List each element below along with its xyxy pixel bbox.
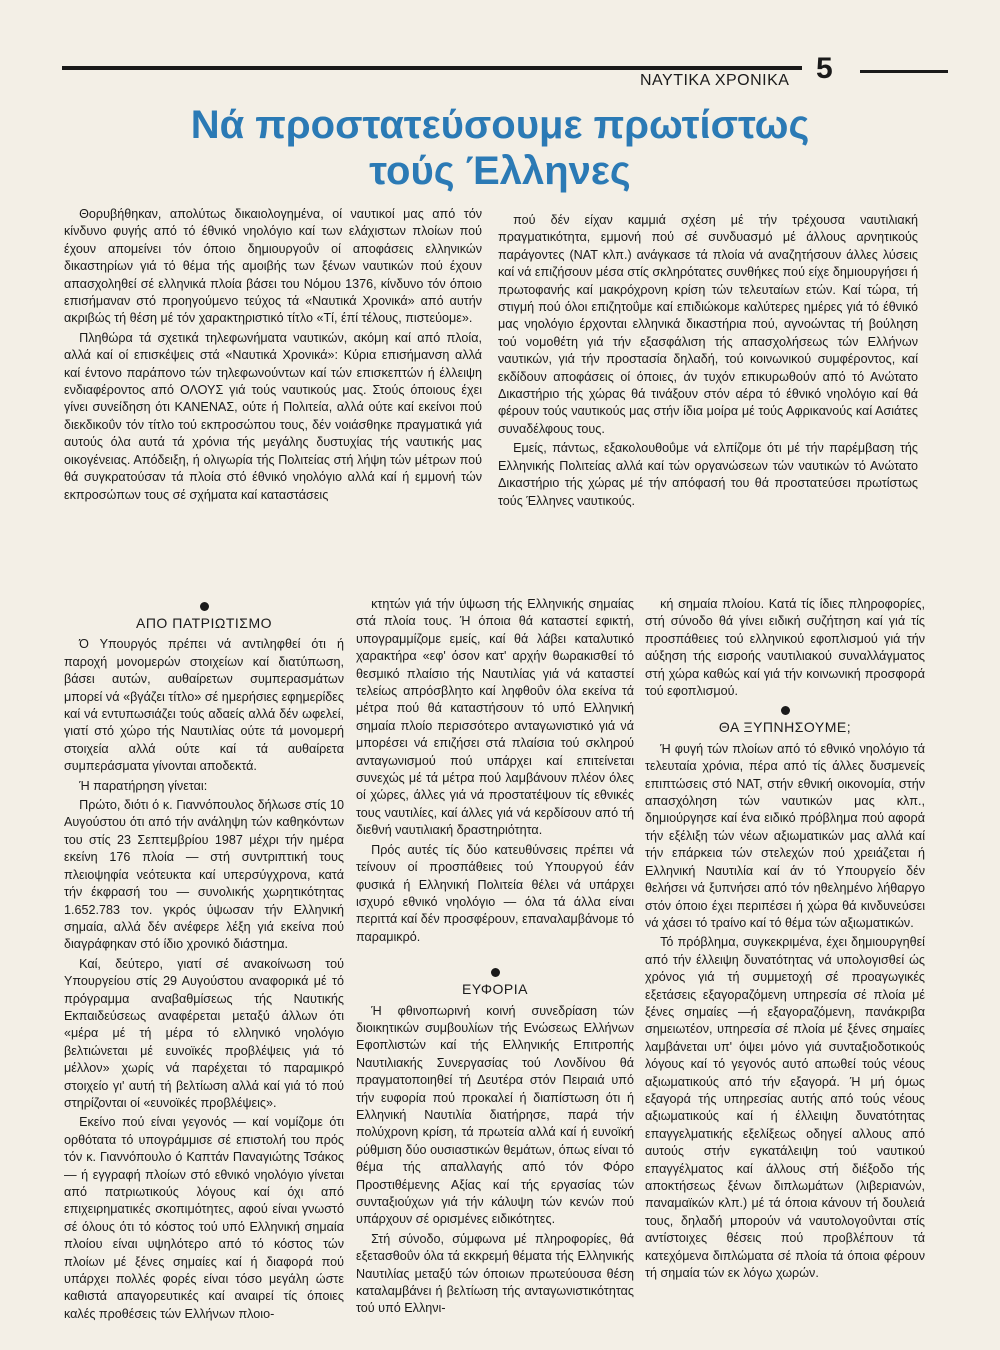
paragraph: Στή σύνοδο, σύμφωνα μέ πληροφορίες, θά εξετασθοΰν όλα τά εκκρεμή θέματα τής Ελληνικής Ναυτιλίας μεταξύ τών όποιων πρωτεύουσα θέση καταλαμβάνει ή βελτίωση τής ανταγωνιστικότητας τού υπό Ελληνι- bbox=[356, 1231, 634, 1316]
paragraph: Καί, δεύτερο, γιατί σέ ανακοίνωση τού Υπουργείου στίς 29 Αυγούστου αναφορικά μέ τό πρόγραμμα αναβαθμίσεως τής Ναυτικής Εκπαιδεύσεως αναφέρεται μεταξύ άλλων ότι «μέρα μέ τή μέρα τό ελληνικό νηολόγιο βελτιώνεται μέ ευνοϊκές προβλέψεις γιά τό μέλλον» χωρίς νά παρέχεται τό παραμικρό στοιχείο γι' αυτή τή βελτίωση αλλά καί γιά τό πού στηρίζονται οί «ευνοϊκές προβλέψεις». bbox=[64, 956, 344, 1110]
paragraph: Ό Υπουργός πρέπει νά αντιληφθεί ότι ή παροχή μονομερών στοιχείων καί διατύπωση, βάσει αυτών, αυθαίρετων συμπερασμάτων μπορεί νά «βγάζει τίτλο» σέ ημερήσιες εφημερίδες καί νά εντυπωσιάζει τούς αδαείς αλλά δέν ωφελεί, γιατί στό χώρο τής Ναυτιλίας ούτε τά μονομερή στοιχεία αλλά ούτε καί τά αυθαίρετα συμπεράσματα γίνονται αποδεκτά. bbox=[64, 637, 344, 774]
paragraph: Πρώτο, διότι ό κ. Γιαννόπουλος δήλωσε στίς 10 Αυγούστου ότι από τήν ανάληψη τών καθηκόντων του στίς 23 Σεπτεμβρίου 1987 μέχρι τήν ημέρα εκείνη 176 πλοία — στή συντριπτική τους πλειοψηφία νεότευκτα καί υπερσύγχρονα, κατά τήν έκφρασή του — συνολικής χωρητικότητας 1.652.783 τον. γκρός ύψωσαν τήν Ελληνική σημαία, αλλά δέν ανέφερε λέξη γιά εκείνα πού διαγράφηκαν στό ίδιο χρονικό διάστημα. bbox=[64, 798, 344, 952]
section-name: ΝΑΥΤΙΚΑ ΧΡΟΝΙΚΑ bbox=[640, 72, 790, 89]
column-2 bbox=[356, 596, 634, 1318]
paragraph: Ή παρατήρηση γίνεται: bbox=[79, 778, 208, 793]
header-rule-right bbox=[860, 70, 948, 73]
section-bullet-icon bbox=[491, 968, 500, 977]
headline-line-1: Νά προστατεύσουμε πρωτίστως bbox=[190, 103, 810, 147]
section-bullet-icon bbox=[781, 706, 790, 715]
header-rule-left bbox=[62, 66, 802, 70]
subhead-tha-xypnisoume: ΘΑ ΞΥΠΝΗΣΟΥΜΕ; bbox=[718, 719, 852, 736]
paragraph: Τό πρόβλημα, συγκεκριμένα, έχει δημιουργηθεί από τήν έλλειψη δυνατότητας νά υπολογισθεί ώς χρόνος γιά τή συμμετοχή σέ προαγωγικές εξετάσεις εξαγοραζόμενη υπηρεσία σέ πλοία μέ ξένες σημαίες —ή εξαγοραζόμενη, πανάκριβα σημειωτέον, υπηρεσία σέ πλοία μέ ξένες σημαίες λαμβάνεται υπ' όψει μόνο γιά συνταξιοδοτικούς λόγους καί τό γεγονός αυτό απωθεί τούς νέους αξιωματικούς από τήν εξαγορά. Ή μή όμως εξαγορά τής υπηρεσίας αυτής από τούς νέους αξιωματικούς καί ή έλλειψη δυνατότητας επαγγελματικής εξελίξεως οδηγεί αλλους από αυτούς στήν εγκατάλειψη τού ναυτικού επαγγέλματος καί άλλους στή διέξοδο τής αποκτήσεως ξένων διπλωμάτων (λιβεριανών, παναμαϊκών κλπ.) μέ τά όποια κάνουν τή δουλειά τους, δηλαδή μπορούν νά ναυτολογοΰνται στίς αντίστοιχες θέσεις πού προβλέπουν τά κατεχόμενα διπλώματα σέ πλοία τά όποια φέρουν τή σημαία τών εκ λόγω χωρών. bbox=[645, 935, 925, 1281]
paragraph: Πρός αυτές τίς δύο κατευθύνσεις πρέπει νά τείνουν οί προσπάθειες τού Υπουργού έάν φυσικά ή Ελληνική Πολιτεία θέλει νά υπάρχει ισχυρό εθνικό νηολόγιο — όλα τά άλλα είναι περιττά καί δέν προσφέρουν, επαναλαμβάνομε τό παραμικρό. bbox=[356, 842, 634, 944]
paragraph: Θορυβήθηκαν, απολύτως δικαιολογημένα, οί ναυτικοί μας από τόν κίνδυνο φυγής από τό έθνικό νηολόγιο καί των ελάχιστων πλοίων πού έχουν απομείνει τόν όποιο δημιουργοΰν οί αποφάσεις ελληνικών δικαστηρίων γιά τό θέμα τής αμοιβής των ξένων ναυτικών πού έχουν απασχοληθεί σέ ελληνικά πλοία βάσει του Νόμου 1376, κίνδυνο τόν όποιο επισήμαναν στό προηγούμενο τεύχος τά «Ναυτικά Χρονικά» από αυτήν ακριβώς τή θέση μέ τόν χαρακτηριστικό τίτλο «Τί, έπί τέλους, πιστεύομε». bbox=[64, 207, 482, 326]
paragraph: Ή φθινοπωρινή κοινή συνεδρίαση τών διοικητικών συμβουλίων τής Ενώσεως Ελλήνων Εφοπλιστών καί τής Ελληνικής Επιτροπής Ναυτιλιακής Συνεργασίας τού Λονδίνου θά πραγματοποιηθεί τή Δευτέρα στόν Πειραιά υπό τήν ευφορία πού προκαλεί ή διαπίστωση ότι ή Ελληνική Ναυτιλία διατήρησε, παρά τήν πολύχρονη κρίση, τά πρωτεία αλλά καί ή ευνοϊκή ρύθμιση δύο ουσιαστικών θεμάτων, όπως είναι τό θέμα τής απαλλαγής από τόν Φόρο Προστιθέμενης Αξίας καί τής εργασίας τών συνταξιούχων γιά τήν κάλυψη τών κενών πού υπάρχουν σέ ορισμένες ειδικότητες. bbox=[356, 1003, 634, 1227]
subhead-euforia: ΕΥΦΟΡΙΑ bbox=[461, 981, 528, 998]
page-number: 5 bbox=[816, 52, 833, 85]
paragraph: κτητών γιά τήν ύψωση τής Ελληνικής σημαίας στά πλοία τους. Ή όποια θά καταστεί εφικτή, υπογραμμίζομε εμείς, καί θά λάβει καταλυτικό χαρακτήρα «εφ' όσον κατ' αρχήν θωρακισθεί τό θεσμικό πλαίσιο τής Ναυτιλίας γιά νά καταστεί τελείως απρόσβλητο καί ληφθοΰν όλα εκείνα τά μέτρα πού θά καταστήσουν τό υπό Ελληνική σημαία πλοίο περισσότερο ανταγωνιστικό γιά νά μπορέσει νά επιζήσει στά πλαίσια τού σκληρού ανταγωνισμού πού υπάρχει καί επιτείνεται συνεχώς μέ τά μέτρα πού λαμβάνουν πλέον όλες οί χώρες, άλλες γιά νά προστατέψουν τίς εθνικές τους ναυτιλίες, καί άλλες γιά νά κερδίσουν από τή διεθνή ναυτιλιακή δραστηριότητα. bbox=[356, 597, 634, 838]
section-bullet-icon bbox=[200, 602, 209, 611]
intro-column-left bbox=[64, 206, 482, 504]
column-1 bbox=[64, 596, 344, 1323]
paragraph: Εκείνο πού είναι γεγονός — καί νομίζομε ότι ορθότατα τό υπογράμμισε σέ επιστολή του πρός τόν κ. Γιαννόπουλο ό Καπτάν Παναγιώτης Τσάκος — ή εγγραφή πλοίων στό εθνικό νηολόγιο γίνεται από πατριωτικούς λόγους καί όχι από επιχειρηματικές σκοπιμότητες, αφού είναι γνωστό σέ όλους ότι τό κόστος τού υπό Ελληνική σημαία πλοίου είναι υψηλότερο από τό κόστος τών πλοίων μέ ξένες σημαίες καί ή διαφορά πού υπάρχει πολλές φορές είναι τόσο μεγάλη ώστε καθιστά απαγορευτικές καί αναιρεί τίς όποιες καλές προθέσεις τών Ελλήνων πλοιο- bbox=[64, 1115, 344, 1321]
paragraph: Πληθώρα τά σχετικά τηλεφωνήματα ναυτικών, ακόμη καί από πλοία, αλλά καί οί επισκέψεις στά «Ναυτικά Χρονικά»: Κύρια επισήμανση αλλά καί έντονο παράπονο τών τηλεφωνούντων καί τών επισκεπτών ή έλλειψη ενδιαφέροντος από ΟΛΟΥΣ γιά τούς ναυτικούς μας. Στούς όποιους έχει γίνει συνείδηση ότι ΚΑΝΕΝΑΣ, ούτε ή Πολιτεία, αλλά ούτε καί εκείνοι πού διεκδικοΰν τόν τίτλο τού εκπροσώπου τους, δέν νοιάσθηκε πραγματικά γιά αυτούς όλα αυτά τά χρόνια τής μεγάλης δυστυχίας τής ναυτικής μας οικογένειας. Απόδειξη, ή ολιγωρία τής Πολιτείας στή λήψη τών μέτρων πού θά συγκρατούσαν τά πλοία στό έθνικό νηολόγιο αλλά καί ή εμμονή τών εκπροσώπων τους σέ σχήματα καί καταστάσεις bbox=[64, 330, 482, 502]
paragraph: πού δέν είχαν καμμιά σχέση μέ τήν τρέχουσα ναυτιλιακή πραγματικότητα, εμμονή πού σέ συνδυασμό μέ άλλους αρνητικούς παράγοντες (ΝΑΤ κλπ.) ανάγκασε τά πλοία νά αναζητήσουν άλλες λύσεις καί νά επιζήσουν μέσα στίς σκληρότατες συνθήκες πού είχε δημιουργήσει ή πρωτοφανής καί μακρόχρονη κρίση τών τελευταίων ετών. Καί τώρα, τή στιγμή πού όλοι επιζητοΰμε καί επιδιώκομε καλύτερες ημέρες γιά τό έθνικό μας νηολόγιο έρχονται ελληνικά δικαστήρια πού, αγνοώντας τή βούληση τού νομοθέτη γιά τήν εξασφάλιση τής απασχολήσεως τών Ελλήνων ναυτικών, γιά τήν προστασία δηλαδή, τού κοινωνικού συμφέροντος, καί εκδίδουν αποφάσεις οί όποιες, άν τυχόν επικυρωθούν από τό Ανώτατο Δικαστήριο τής χώρας θά τινάξουν στόν αέρα τό έθνικό νηολόγιο καί θά φέρουν τούς ναυτικούς μας στήν ίδια μοίρα μέ τούς Αφρικανούς καί Ασιάτες συναδέλφους τους. bbox=[498, 213, 918, 436]
paragraph: Εμείς, πάντως, εξακολουθοΰμε νά ελπίζομε ότι μέ τήν παρέμβαση τής Ελληνικής Πολιτείας αλλά καί τών οργανώσεων τών ναυτικών τό Ανώτατο Δικαστήριο τής χώρας μέ τήν απόφασή του θά προστατεύσει πρωτίστως τούς Έλληνες ναυτικούς. bbox=[498, 441, 918, 508]
article-headline bbox=[60, 102, 940, 194]
column-3 bbox=[645, 596, 925, 1282]
intro-column-right bbox=[498, 212, 918, 510]
paragraph: κή σημαία πλοίου. Κατά τίς ίδιες πληροφορίες, στή σύνοδο θά γίνει ειδική συζήτηση καί γιά τίς προσπάθειες τού ελληνικού εφοπλισμού γιά τήν αύξηση τής εισροής ναυτιλιακού συναλλάγματος στή χώρα καθώς καί γιά τήν κοινωνική προσφορά τού εφοπλισμού. bbox=[645, 597, 925, 699]
subhead-apo-patriotismo: ΑΠΟ ΠΑΤΡΙΩΤΙΣΜΟ bbox=[135, 615, 273, 631]
paragraph: Ή φυγή τών πλοίων από τό εθνικό νηολόγιο τά τελευταία χρόνια, πέρα από τίς άλλες δυσμενείς επιπτώσεις στό ΝΑΤ, στήν εθνική οικονομία, στήν απασχόληση τών ναυτικών μας κλπ., δημιούργησε καί ένα ειδικό πρόβλημα πού αφορά τήν εξέλιξη τών νέων αξιωματικών μας αλλά καί τήν επάρκεια τών στελεχών πού χρειάζεται ή Ελληνική Ναυτιλία καί άν τό Υπουργείο δέν θελήσει νά ξυπνήσει από τόν ηθελημένο λήθαργο στόν όποιο έχει περιπέσει ή χώρα θά κινδυνεύσει νά χάσει τό τραίνο καί τό θέμα τών αξιωματικών. bbox=[645, 741, 925, 930]
headline-line-2: τούς Έλληνες bbox=[369, 149, 631, 193]
